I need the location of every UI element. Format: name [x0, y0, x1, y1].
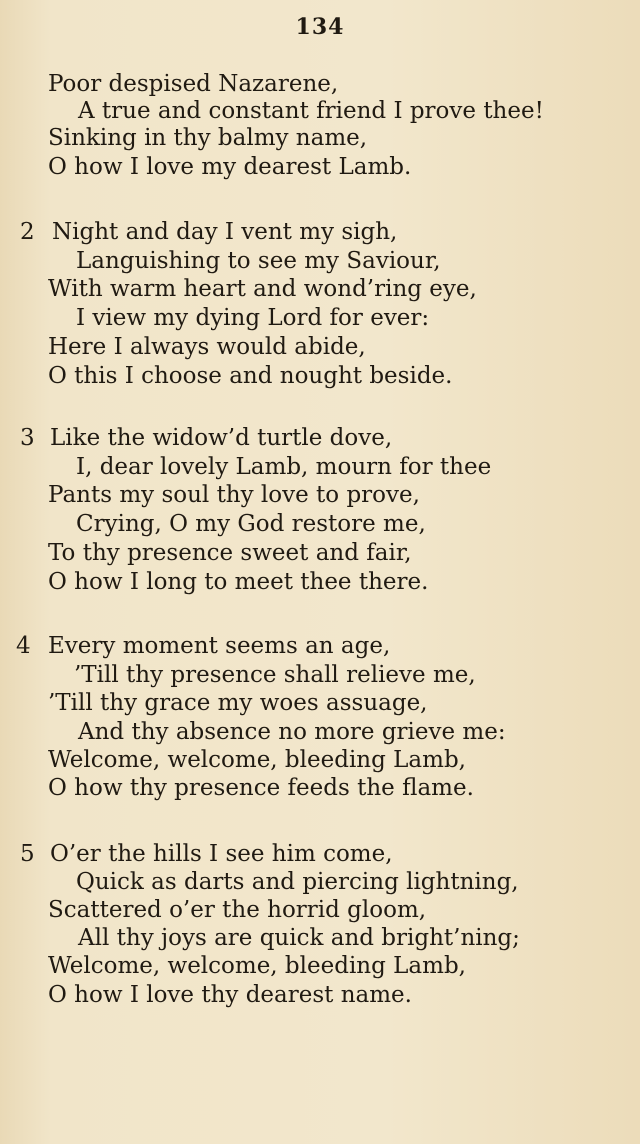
- verse-line: O’er the hills I see him come,: [50, 841, 393, 867]
- verse-line: Here I always would abide,: [48, 334, 366, 360]
- verse-line: Welcome, welcome, bleeding Lamb,: [48, 747, 466, 773]
- verse-line: Scattered o’er the horrid gloom,: [48, 897, 427, 923]
- verse-line: O how I love thy dearest name.: [48, 982, 412, 1008]
- stanza-number: 3: [20, 425, 35, 451]
- stanza-number: 5: [20, 841, 35, 867]
- page-number: 134: [295, 14, 345, 40]
- verse-line: To thy presence sweet and fair,: [48, 540, 412, 566]
- verse-line: Like the widow’d turtle dove,: [50, 425, 393, 451]
- verse-line: A true and constant friend I prove thee!: [78, 98, 544, 124]
- verse-line: Languishing to see my Saviour,: [76, 248, 441, 274]
- verse-line: I, dear lovely Lamb, mourn for thee: [76, 454, 492, 480]
- verse-line: O how thy presence feeds the flame.: [48, 775, 474, 801]
- verse-line: And thy absence no more grieve me:: [78, 719, 506, 745]
- verse-line: O this I choose and nought beside.: [48, 363, 453, 389]
- verse-line: ’Till thy grace my woes assuage,: [48, 690, 428, 716]
- verse-line: ’Till thy presence shall relieve me,: [74, 662, 476, 688]
- verse-line: Welcome, welcome, bleeding Lamb,: [48, 953, 466, 979]
- verse-line: Pants my soul thy love to prove,: [48, 482, 420, 508]
- verse-line: With warm heart and wond’ring eye,: [48, 276, 477, 302]
- verse-line: All thy joys are quick and bright’ning;: [78, 925, 520, 951]
- verse-line: Poor despised Nazarene,: [48, 71, 339, 97]
- stanza-number: 4: [16, 633, 31, 659]
- verse-line: Crying, O my God restore me,: [76, 511, 426, 537]
- verse-line: Sinking in thy balmy name,: [48, 125, 368, 151]
- verse-line: I view my dying Lord for ever:: [76, 305, 430, 331]
- verse-line: Every moment seems an age,: [48, 633, 391, 659]
- verse-line: Night and day I vent my sigh,: [52, 219, 398, 245]
- verse-line: O how I long to meet thee there.: [48, 569, 429, 595]
- verse-line: O how I love my dearest Lamb.: [48, 154, 412, 180]
- stanza-number: 2: [20, 219, 35, 245]
- verse-line: Quick as darts and piercing lightning,: [76, 869, 519, 895]
